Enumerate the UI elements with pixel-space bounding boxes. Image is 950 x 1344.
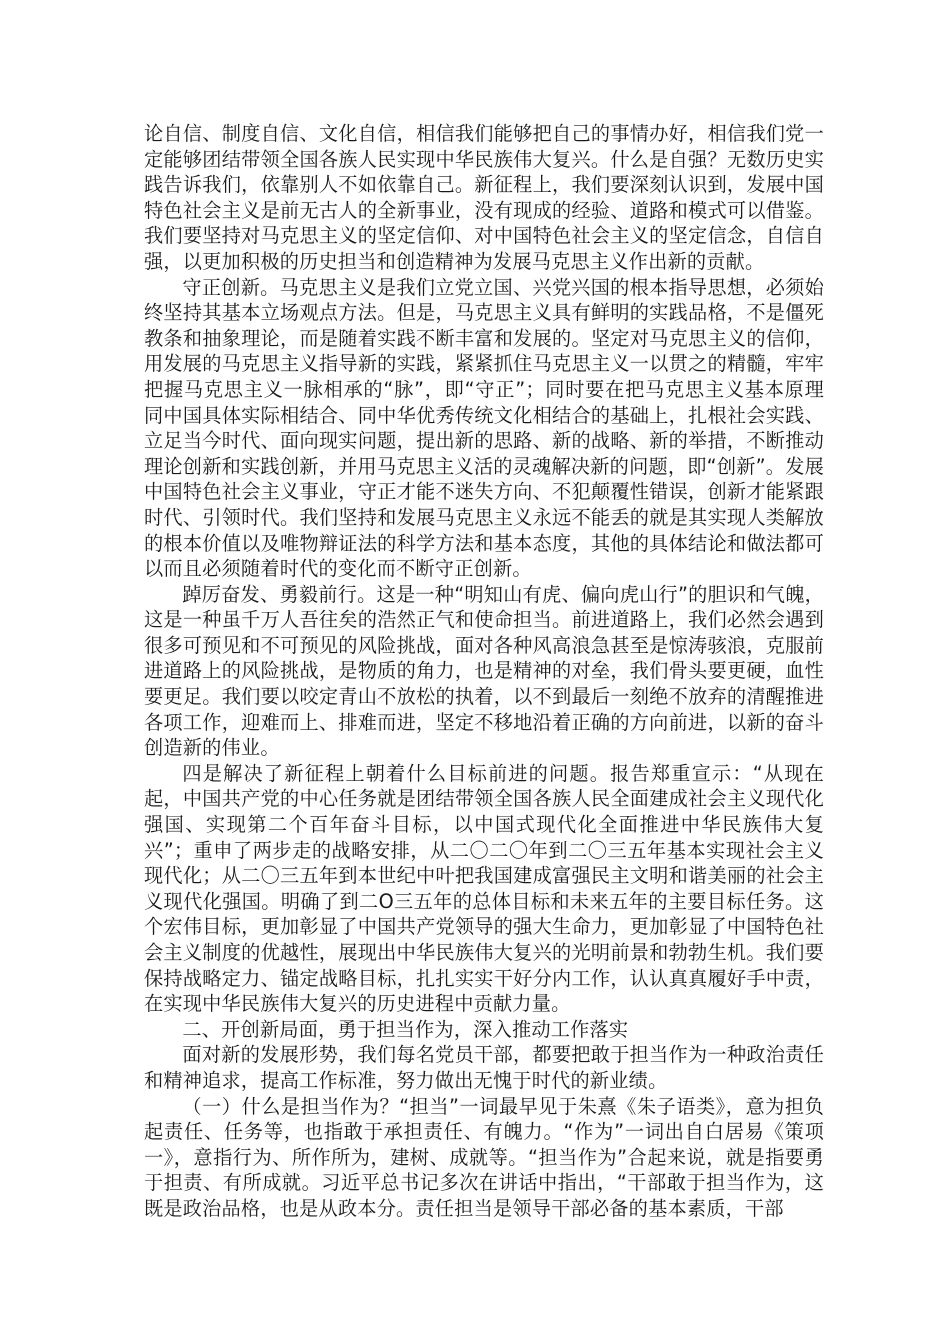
paragraph-2: 守正创新。马克思主义是我们立党立国、兴党兴国的根本指导思想，必须始终坚持其基本立场观点方法。但是，马克思主义具有鲜明的实践品格，不是僵死教条和抽象理论，而是随着实践不断丰富和发展的。坚定对马克思主义的信仰，用发展的马克思主义指导新的实践，紧紧抓住马克思主义一以贯之的精髓，牢牢把握马克思主义一脉相承的“脉”，即“守正”；同时要在把马克思主义基本原理同中国具体实际相结合、同中华优秀传统文化相结合的基础上，扎根社会实践、立足当今时代、面向现实问题，提出新的思路、新的战略、新的举措，不断推动理论创新和实践创新，并用马克思主义活的灵魂解决新的问题，即“创新”。发展中国特色社会主义事业，守正才能不迷失方向、不犯颠覆性错误，创新才能紧跟时代、引领时代。我们坚持和发展马克思主义永远不能丢的就是其实现人类解放的根本价值以及唯物辩证法的科学方法和基本态度，其他的具体结论和做法都可以而且必须随着时代的变化而不断守正创新。 [144,275,824,581]
paragraph-6: （一）什么是担当作为？“担当”一词最早见于朱熹《朱子语类》，意为担负起责任、任务等，也指敢于承担责任、有魄力。“作为”一词出自白居易《策项一》，意指行为、所作所为，建树、成就等。“担当作为”合起来说，就是指要勇于担责、有所成就。习近平总书记多次在讲话中指出，“干部敢于担当作为，这既是政治品格，也是从政本分。责任担当是领导干部必备的基本素质，干部 [144,1094,824,1220]
paragraph-1: 论自信、制度自信、文化自信，相信我们能够把自己的事情办好，相信我们党一定能够团结带领全国各族人民实现中华民族伟大复兴。什么是自强？无数历史实践告诉我们，依靠别人不如依靠自己。新征程上，我们要深刻认识到，发展中国特色社会主义是前无古人的全新事业，没有现成的经验、道路和模式可以借鉴。我们要坚持对马克思主义的坚定信仰、对中国特色社会主义的坚定信念，自信自强，以更加积极的历史担当和创造精神为发展马克思主义作出新的贡献。 [144,122,824,273]
paragraph-4: 四是解决了新征程上朝着什么目标前进的问题。报告郑重宣示：“从现在起，中国共产党的中心任务就是团结带领全国各族人民全面建成社会主义现代化强国、实现第二个百年奋斗目标，以中国式现代化全面推进中华民族伟大复兴”；重申了两步走的战略安排，从二〇二〇年到二〇三五年基本实现社会主义现代化；从二〇三五年到本世纪中叶把我国建成富强民主文明和谐美丽的社会主义现代化强国。明确了到二O三五年的总体目标和未来五年的主要目标任务。这个宏伟目标，更加彰显了中国共产党领导的强大生命力，更加彰显了中国特色社会主义制度的优越性，展现出中华民族伟大复兴的光明前景和勃勃生机。我们要保持战略定力、锚定战略目标，扎扎实实干好分内工作，认认真真履好手中责，在实现中华民族伟大复兴的历史进程中贡献力量。 [144,761,824,1016]
document-page [144,121,824,1222]
section-heading: 二、开创新局面，勇于担当作为，深入推动工作落实 [182,1017,629,1041]
paragraph-3: 踔厉奋发、勇毅前行。这是一种“明知山有虎、偏向虎山行”的胆识和气魄，这是一种虽千万人吾往矣的浩然正气和使命担当。前进道路上，我们必然会遇到很多可预见和不可预见的风险挑战，面对各种风高浪急甚至是惊涛骇浪，克服前进道路上的风险挑战，是物质的角力，也是精神的对垒，我们骨头要更硬，血性要更足。我们要以咬定青山不放松的执着，以不到最后一刻绝不放弃的清醒推进各项工作，迎难而上、排难而进，坚定不移地沿着正确的方向前进，以新的奋斗创造新的伟业。 [144,582,824,760]
paragraph-5: 面对新的发展形势，我们每名党员干部，都要把敢于担当作为一种政治责任和精神追求，提高工作标准，努力做出无愧于时代的新业绩。 [144,1043,824,1092]
